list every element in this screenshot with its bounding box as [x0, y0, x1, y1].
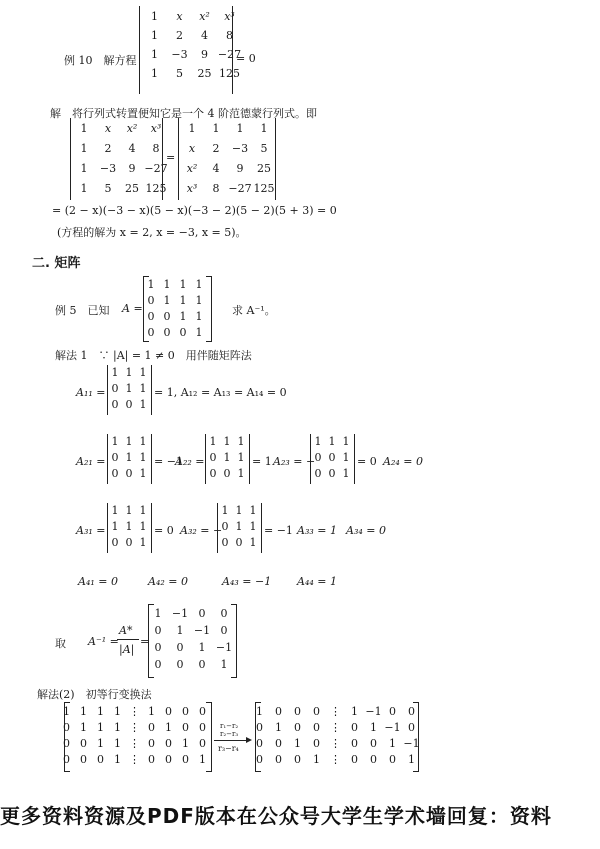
matrix-cell: 1: [114, 721, 121, 734]
matrix-cell: 1: [125, 451, 133, 464]
det-bar-right: [232, 6, 233, 94]
matrix-cell: 1: [179, 310, 187, 323]
det-bar-right: [151, 503, 152, 553]
matrix-cell: 0: [351, 737, 358, 750]
matrix-cell: 1: [163, 278, 171, 291]
matrix-cell: 1: [147, 278, 155, 291]
matrix-cell: x²: [126, 122, 138, 135]
matrix-cell: −3: [171, 48, 188, 61]
matrix-cell: 0: [209, 451, 217, 464]
matrix-cell: 1: [389, 737, 396, 750]
matrix-cell: 1: [139, 467, 147, 480]
matrix-cell: 2: [176, 29, 183, 42]
matrix-cell: 1: [139, 520, 147, 533]
matrix-cell: 4: [128, 142, 136, 155]
matrix-cell: 0: [209, 467, 217, 480]
matrix-cell: 1: [80, 182, 88, 195]
A11-rest: = 1, A₁₂ = A₁₃ = A₁₄ = 0: [154, 386, 287, 399]
matrix-cell: 1: [209, 435, 217, 448]
matrix-cell: −1: [365, 705, 382, 718]
matrix-cell: −27: [217, 48, 242, 61]
matrix-cell: ⋮: [129, 721, 140, 734]
matrix-cell: 1: [125, 504, 133, 517]
matrix-cell: 0: [221, 520, 229, 533]
matrix-cell: ⋮: [330, 721, 341, 734]
matrix-cell: 1: [80, 705, 87, 718]
matrix-cell: 9: [128, 162, 136, 175]
matrix-cell: 25: [197, 67, 212, 80]
matrix-cell: 0: [256, 737, 263, 750]
matrix-cell: 0: [408, 721, 415, 734]
matrix-cell: 0: [314, 467, 322, 480]
matrix-cell: 0: [389, 753, 396, 766]
matrix-cell: 1: [114, 705, 121, 718]
matrix-cell: ⋮: [129, 737, 140, 750]
matrix-cell: 0: [165, 753, 172, 766]
matrix-cell: 25: [125, 182, 139, 195]
matrix-cell: 1: [408, 753, 415, 766]
matrix-cell: 1: [179, 278, 187, 291]
matrix-cell: 2: [212, 142, 220, 155]
matrix-cell: 1: [256, 705, 263, 718]
matrix-cell: 1: [235, 520, 243, 533]
A41-value: A₄₁ = 0: [78, 575, 118, 588]
matrix-cell: 1: [80, 721, 87, 734]
A32-value: = −1: [264, 524, 293, 537]
matrix-cell: 0: [220, 607, 228, 620]
A43-value: A₄₃ = −1: [222, 575, 272, 588]
matrix-cell: 0: [125, 536, 133, 549]
matrix-cell: 1: [125, 520, 133, 533]
matrix-cell: 1: [139, 435, 147, 448]
take-label: 取: [55, 637, 66, 650]
matrix-cell: −1: [215, 641, 233, 654]
matrix-cell: 0: [111, 467, 119, 480]
matrix-cell: 1: [249, 536, 257, 549]
matrix-cell: 0: [97, 753, 104, 766]
matrix-cell: x²: [186, 162, 198, 175]
A42-value: A₄₂ = 0: [148, 575, 188, 588]
det-bar-left: [178, 118, 179, 200]
matrix-cell: 1: [260, 122, 268, 135]
matrix-cell: 1: [182, 737, 189, 750]
matrix-cell: 1: [148, 705, 155, 718]
transform-label-3: r₃−r₄: [218, 744, 239, 753]
matrix-cell: 1: [328, 435, 336, 448]
fraction-bar: [117, 639, 139, 640]
matrix-cell: 0: [370, 753, 377, 766]
matrix-cell: 1: [176, 624, 184, 637]
matrix-cell: 1: [111, 504, 119, 517]
matrix-cell: 1: [139, 504, 147, 517]
matrix-cell: 1: [111, 520, 119, 533]
matrix-cell: 0: [154, 658, 162, 671]
matrix-cell: 125: [219, 67, 240, 80]
det-bar-right: [354, 434, 355, 484]
matrix-cell: 0: [294, 721, 301, 734]
det-bar-left: [139, 6, 140, 94]
matrix-cell: 1: [80, 122, 88, 135]
ex10-equals-zero: = 0: [236, 52, 256, 65]
fraction-numerator: A*: [119, 624, 133, 637]
matrix-cell: 1: [342, 467, 350, 480]
matrix-cell: 1: [114, 753, 121, 766]
matrix-cell: 1: [195, 310, 203, 323]
matrix-cell: 1: [151, 48, 158, 61]
matrix-cell: 1: [223, 451, 231, 464]
matrix-cell: 1: [249, 520, 257, 533]
matrix-cell: 0: [154, 624, 162, 637]
det-bar-right: [249, 434, 250, 484]
matrix-cell: 0: [111, 536, 119, 549]
matrix-cell: 0: [182, 753, 189, 766]
det-bar-right: [261, 503, 262, 553]
ex10-product-line: = (2 − x)(−3 − x)(5 − x)(−3 − 2)(5 − 2)(5 + 3) = 0: [52, 204, 337, 217]
matrix-cell: x³: [186, 182, 198, 195]
matrix-cell: −3: [99, 162, 117, 175]
matrix-cell: 1: [97, 705, 104, 718]
matrix-bracket-right: [413, 702, 419, 772]
matrix-cell: 5: [176, 67, 183, 80]
matrix-cell: 9: [236, 162, 244, 175]
matrix-cell: 8: [212, 182, 220, 195]
matrix-cell: 1: [314, 435, 322, 448]
A33-value: A₃₃ = 1: [297, 524, 337, 537]
matrix-cell: ⋮: [330, 753, 341, 766]
matrix-cell: 1: [97, 721, 104, 734]
matrix-cell: 1: [237, 467, 245, 480]
matrix-cell: 1: [139, 398, 147, 411]
matrix-cell: 1: [212, 122, 220, 135]
matrix-cell: 0: [199, 705, 206, 718]
matrix-cell: 1: [125, 435, 133, 448]
matrix-cell: 0: [314, 451, 322, 464]
matrix-cell: 0: [63, 753, 70, 766]
matrix-cell: 0: [80, 753, 87, 766]
matrix-cell: 1: [139, 451, 147, 464]
matrix-cell: 0: [163, 326, 171, 339]
ex10-label: 例 10 解方程: [64, 54, 137, 67]
matrix-cell: 1: [114, 737, 121, 750]
matrix-cell: 0: [165, 705, 172, 718]
A32-label: A₃₂ = −: [180, 524, 223, 537]
matrix-cell: 1: [151, 29, 158, 42]
matrix-cell: 0: [179, 326, 187, 339]
matrix-cell: 125: [145, 182, 167, 195]
det-bar-right: [162, 118, 163, 200]
matrix-cell: 0: [63, 737, 70, 750]
matrix-cell: 0: [220, 624, 228, 637]
ex5-ask: 求 A⁻¹。: [232, 304, 276, 317]
matrix-cell: 0: [389, 705, 396, 718]
matrix-cell: 0: [328, 467, 336, 480]
matrix-cell: 0: [147, 310, 155, 323]
A31-label: A₃₁ =: [76, 524, 106, 537]
matrix-cell: 0: [176, 641, 184, 654]
matrix-cell: ⋮: [129, 705, 140, 718]
matrix-cell: 4: [212, 162, 220, 175]
ex5-label: 例 5 已知: [55, 304, 110, 317]
matrix-cell: 0: [351, 721, 358, 734]
matrix-cell: 1: [165, 721, 172, 734]
matrix-cell: 4: [201, 29, 208, 42]
matrix-cell: 9: [201, 48, 208, 61]
A21-label: A₂₁ =: [76, 455, 106, 468]
matrix-cell: −27: [144, 162, 168, 175]
matrix-cell: 0: [148, 753, 155, 766]
matrix-cell: 0: [328, 451, 336, 464]
matrix-cell: 1: [275, 721, 282, 734]
matrix-cell: 1: [195, 326, 203, 339]
matrix-cell: x³: [224, 10, 235, 23]
fraction-denominator: |A|: [119, 643, 135, 656]
matrix-cell: 0: [223, 467, 231, 480]
matrix-cell: 1: [220, 658, 228, 671]
matrix-cell: 1: [125, 382, 133, 395]
matrix-cell: 1: [237, 435, 245, 448]
matrix-cell: 1: [195, 278, 203, 291]
matrix-cell: −1: [384, 721, 401, 734]
matrix-cell: −1: [403, 737, 420, 750]
matrix-cell: 0: [275, 753, 282, 766]
matrix-cell: 1: [151, 67, 158, 80]
matrix-cell: 1: [139, 382, 147, 395]
matrix-bracket-right: [206, 702, 212, 772]
matrix-cell: 1: [342, 451, 350, 464]
matrix-cell: 0: [163, 310, 171, 323]
ex5-A-eq: A =: [122, 302, 143, 315]
matrix-cell: 0: [370, 737, 377, 750]
A31-value: = 0: [154, 524, 174, 537]
matrix-cell: 1: [179, 294, 187, 307]
transform-label-2: r₂−r₃: [220, 730, 239, 738]
method1-label: 解法 1 ∵ |A| = 1 ≠ 0 用伴随矩阵法: [55, 349, 252, 362]
matrix-cell: ⋮: [129, 753, 140, 766]
matrix-cell: 0: [313, 705, 320, 718]
matrix-cell: x: [104, 122, 112, 135]
matrix-cell: 1: [313, 753, 320, 766]
A11-label: A₁₁ =: [76, 386, 106, 399]
matrix-cell: ⋮: [330, 705, 341, 718]
matrix-cell: 0: [63, 721, 70, 734]
matrix-cell: 0: [125, 467, 133, 480]
matrix-cell: 1: [63, 705, 70, 718]
matrix-cell: −27: [228, 182, 252, 195]
matrix-cell: 0: [199, 737, 206, 750]
matrix-cell: 1: [235, 504, 243, 517]
matrix-cell: 1: [163, 294, 171, 307]
matrix-cell: 1: [139, 536, 147, 549]
transform-arrow: [214, 740, 250, 741]
matrix-cell: 0: [165, 737, 172, 750]
matrix-cell: 1: [342, 435, 350, 448]
A21-value: = −1: [154, 455, 183, 468]
matrix-cell: 0: [294, 705, 301, 718]
matrix-cell: 0: [125, 398, 133, 411]
matrix-cell: 0: [176, 658, 184, 671]
matrix-cell: 0: [256, 753, 263, 766]
matrix-cell: 0: [182, 721, 189, 734]
matrix-cell: 0: [313, 721, 320, 734]
A24-value: A₂₄ = 0: [383, 455, 423, 468]
matrix-cell: 1: [80, 162, 88, 175]
A23-label: A₂₃ = −: [273, 455, 316, 468]
det-bar-left: [70, 118, 71, 200]
matrix-cell: 1: [236, 122, 244, 135]
matrix-cell: 125: [253, 182, 275, 195]
method2-label: 解法(2) 初等行变换法: [37, 688, 152, 701]
matrix-cell: 0: [148, 737, 155, 750]
matrix-cell: 1: [151, 10, 158, 23]
matrix-cell: 0: [351, 753, 358, 766]
matrix-cell: 0: [294, 753, 301, 766]
matrix-cell: −3: [231, 142, 249, 155]
matrix-cell: 0: [221, 536, 229, 549]
matrix-cell: 0: [182, 705, 189, 718]
matrix-cell: 1: [198, 641, 206, 654]
matrix-cell: 2: [104, 142, 112, 155]
matrix-cell: 0: [256, 721, 263, 734]
matrix-cell: 0: [111, 451, 119, 464]
matrix-cell: 0: [111, 398, 119, 411]
matrix-cell: 1: [139, 366, 147, 379]
matrix-cell: 1: [221, 504, 229, 517]
inverse-lhs: A⁻¹ =: [88, 635, 119, 648]
transform-label-1: r₁−r₂: [220, 722, 239, 730]
matrix-cell: 1: [154, 607, 162, 620]
matrix-cell: 1: [351, 705, 358, 718]
matrix-cell: 0: [275, 737, 282, 750]
matrix-cell: x: [176, 10, 183, 23]
matrix-cell: 1: [223, 435, 231, 448]
matrix-cell: 0: [198, 658, 206, 671]
matrix-cell: 5: [104, 182, 112, 195]
matrix-cell: 1: [125, 366, 133, 379]
matrix-cell: 0: [275, 705, 282, 718]
matrix-cell: 5: [260, 142, 268, 155]
A44-value: A₄₄ = 1: [297, 575, 337, 588]
matrix-cell: 0: [235, 536, 243, 549]
matrix-cell: 1: [111, 435, 119, 448]
matrix-cell: 8: [152, 142, 160, 155]
matrix-cell: 1: [294, 737, 301, 750]
matrix-cell: 0: [154, 641, 162, 654]
ex10-solution-text: 解 将行列式转置便知它是一个 4 阶范德蒙行列式。即: [50, 107, 317, 120]
det-bar-right: [275, 118, 276, 200]
A34-value: A₃₄ = 0: [346, 524, 386, 537]
matrix-cell: −1: [193, 624, 211, 637]
matrix-cell: 8: [226, 29, 233, 42]
matrix-cell: x³: [150, 122, 162, 135]
matrix-cell: 1: [97, 737, 104, 750]
det-bar-right: [151, 365, 152, 415]
A22-value: = 1: [252, 455, 272, 468]
matrix-bracket-right: [231, 604, 237, 678]
matrix-cell: 0: [147, 294, 155, 307]
ex10-answer: (方程的解为 x = 2, x = −3, x = 5)。: [57, 226, 247, 239]
footer-banner: 更多资料资源及PDF版本在公众号大学生学术墙回复：资料: [0, 804, 552, 828]
matrix-cell: 1: [199, 753, 206, 766]
A23-value: = 0: [357, 455, 377, 468]
matrix-cell: 0: [313, 737, 320, 750]
equals-sign: =: [140, 635, 150, 648]
matrix-cell: 0: [147, 326, 155, 339]
matrix-cell: 25: [257, 162, 271, 175]
matrix-cell: 1: [249, 504, 257, 517]
matrix-cell: 1: [370, 721, 377, 734]
matrix-cell: 1: [195, 294, 203, 307]
matrix-cell: −1: [171, 607, 189, 620]
equals-sign: =: [166, 151, 176, 164]
matrix-cell: ⋮: [330, 737, 341, 750]
matrix-cell: 0: [111, 382, 119, 395]
matrix-cell: x²: [199, 10, 210, 23]
matrix-cell: 1: [188, 122, 196, 135]
det-bar-right: [151, 434, 152, 484]
matrix-cell: 0: [148, 721, 155, 734]
matrix-cell: 0: [198, 607, 206, 620]
matrix-cell: 0: [80, 737, 87, 750]
matrix-bracket-right: [206, 276, 212, 342]
matrix-cell: 0: [408, 705, 415, 718]
matrix-cell: 1: [237, 451, 245, 464]
matrix-cell: x: [188, 142, 196, 155]
matrix-cell: 1: [80, 142, 88, 155]
matrix-cell: 1: [111, 366, 119, 379]
section-heading: 二. 矩阵: [32, 256, 81, 271]
A22-label: A₂₂ =: [175, 455, 205, 468]
matrix-cell: 0: [199, 721, 206, 734]
